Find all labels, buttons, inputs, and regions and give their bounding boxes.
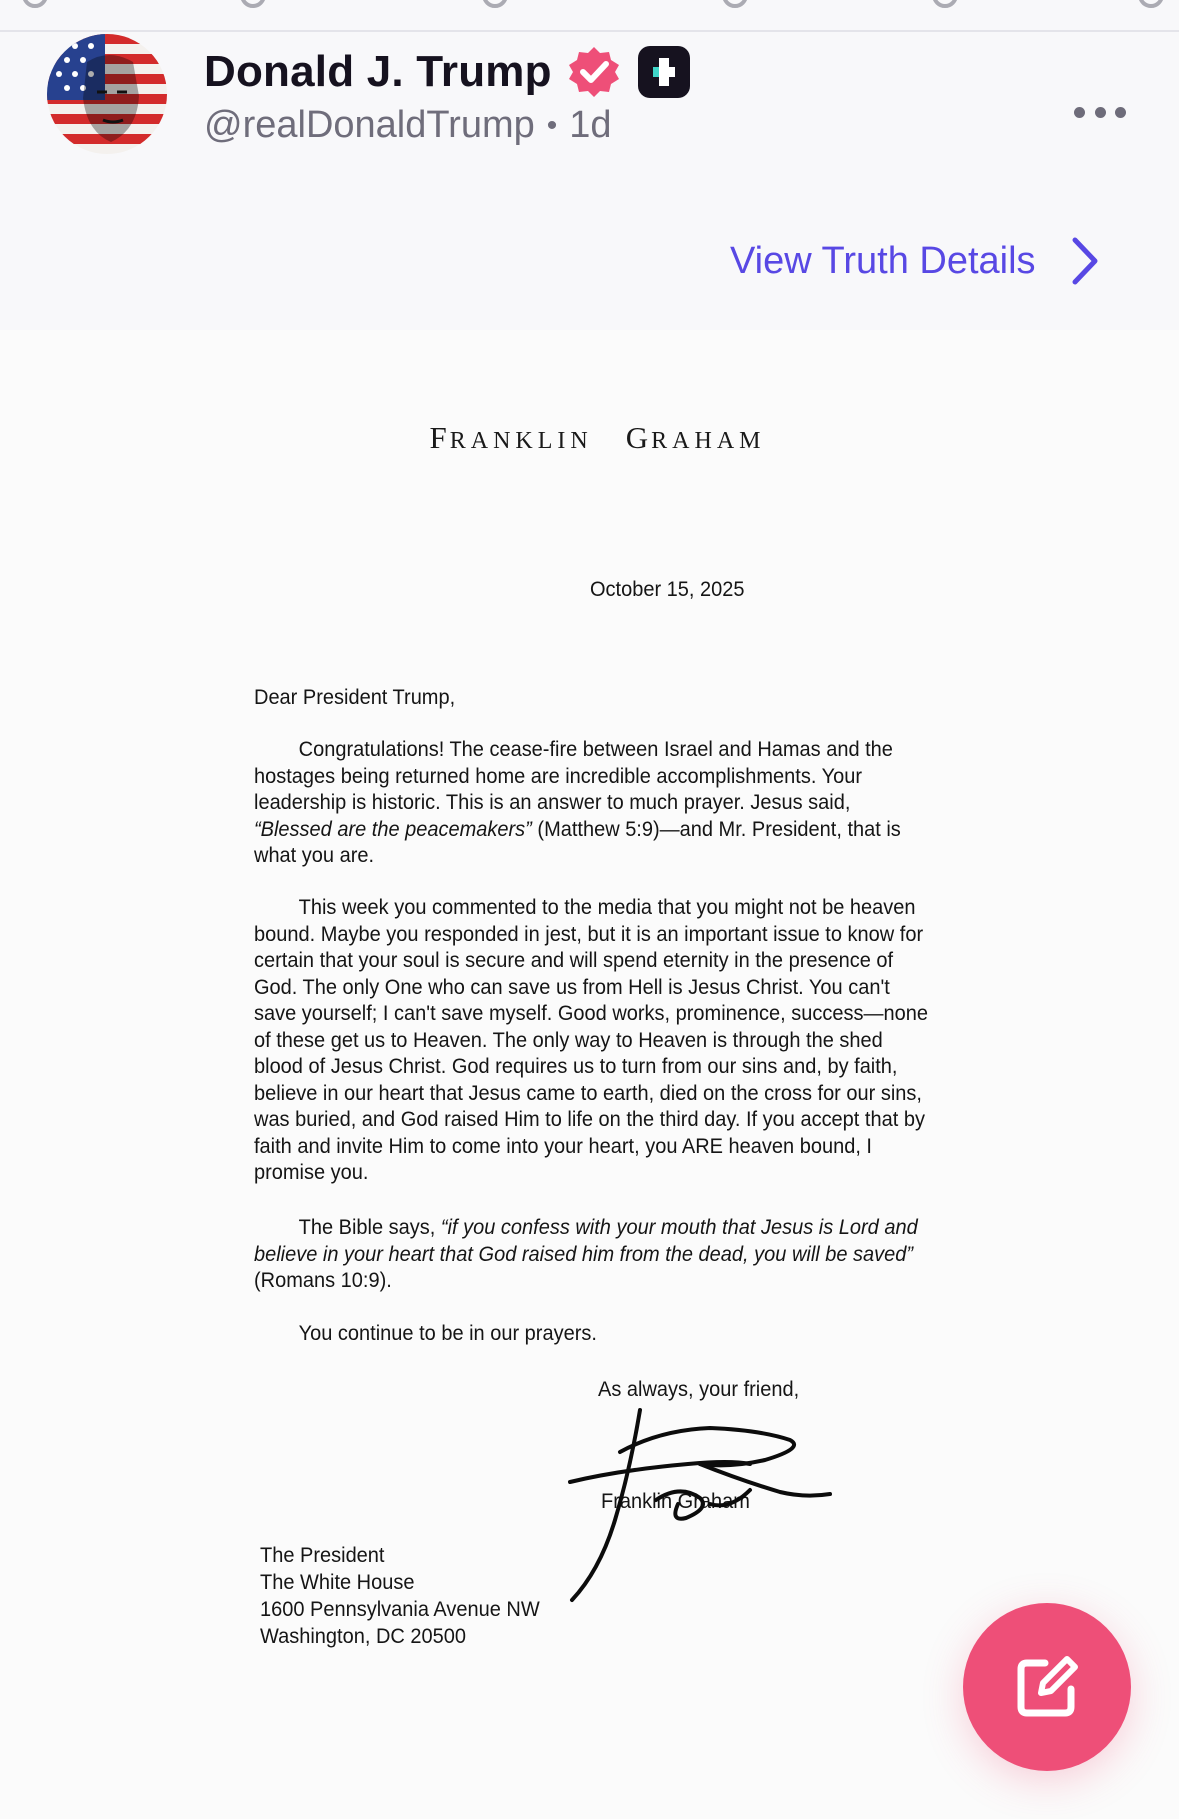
address-line: The President (260, 1543, 385, 1567)
nav-icon[interactable] (722, 0, 748, 8)
letter-paragraph: Congratulations! The cease-fire between Israel and Hamas and the hostages being returned home are incredible accomplishments. Your leadership is historic. This is an answer to much prayer. Jesus said, “Blessed are the peacemakers” (Matthew 5:9)—and Mr. President, that is what you are. (254, 737, 901, 867)
letter-salutation: Dear President Trump, (254, 685, 456, 709)
handwritten-signature (560, 1400, 850, 1610)
more-options-icon[interactable] (1074, 102, 1126, 122)
display-name[interactable]: Donald J. Trump (204, 47, 552, 96)
nav-icon[interactable] (482, 0, 508, 8)
compose-button[interactable] (963, 1603, 1131, 1771)
compose-icon (1011, 1651, 1083, 1723)
user-handle[interactable]: @realDonaldTrump (204, 104, 535, 146)
verified-badge-icon (566, 44, 622, 100)
letter-closing: As always, your friend, (598, 1377, 800, 1401)
plus-badge-icon (636, 44, 692, 100)
letterhead-text: RAHAM (651, 428, 766, 454)
address-line: The White House (260, 1570, 415, 1594)
letter-paragraph: The Bible says, “if you confess with your mouth that Jesus is Lord and believe in your heart that God raised him from the dead, you will be saved” (Romans 10:9). (254, 1215, 918, 1292)
top-navigation-strip (0, 0, 1179, 32)
letter-date: October 15, 2025 (590, 577, 745, 601)
address-line: Washington, DC 20500 (260, 1624, 466, 1648)
display-name-row (204, 42, 692, 102)
post-header (0, 32, 1179, 162)
letterhead-initial: G (625, 420, 652, 455)
letter-image[interactable] (0, 330, 1179, 1819)
letter-address-block (260, 1542, 540, 1650)
letter-signer-name: Franklin Graham (601, 1489, 750, 1513)
avatar[interactable] (47, 34, 167, 154)
letter-paragraph: This week you commented to the media that you might not be heaven bound. Maybe you responded in jest, but it is an important issue to know for certain that your soul is secure and will spend eternity in the presence of God. The only One who can save us from Hell is Jesus Christ. You can't save yourself; I can't save myself. Good works, prominence, success—none of these get us to Heaven. The only way to Heaven is through the shed blood of Jesus Christ. God requires us to turn from our sins and, by faith, believe in our heart that Jesus came to earth, died on the cross for our sins, was buried, and God raised Him to life on the third day. If you accept that by faith and invite Him to come into your heart, you ARE heaven bound, I promise you. (254, 895, 928, 1184)
nav-icon[interactable] (22, 0, 48, 8)
nav-icon[interactable] (932, 0, 958, 8)
post-age: 1d (569, 104, 612, 146)
letterhead-initial: F (429, 420, 450, 455)
separator-dot: • (546, 108, 558, 142)
letterhead (0, 420, 1179, 456)
chevron-right-icon (1070, 236, 1100, 286)
letter-paragraph: You continue to be in our prayers. (298, 1321, 597, 1345)
view-truth-details-label: View Truth Details (730, 239, 1036, 282)
view-truth-details-link[interactable] (730, 232, 1100, 290)
letterhead-text: RANKLIN (449, 428, 593, 454)
nav-icon[interactable] (1138, 0, 1164, 8)
address-line: 1600 Pennsylvania Avenue NW (260, 1597, 540, 1621)
nav-icon[interactable] (240, 0, 266, 8)
handle-row (204, 104, 612, 147)
